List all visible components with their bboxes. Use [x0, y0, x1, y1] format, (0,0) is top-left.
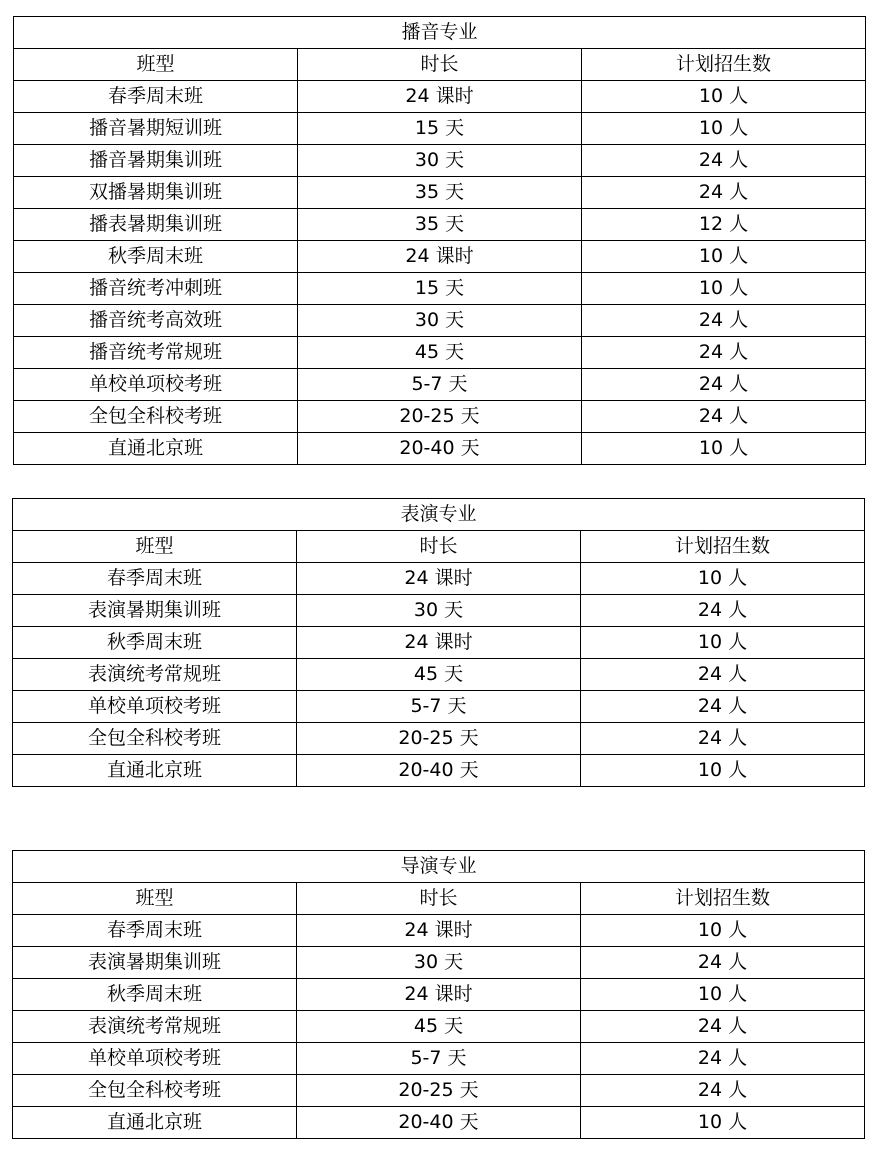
enrollment-cell: 24 人 — [582, 401, 866, 433]
duration-cell: 30 天 — [298, 305, 582, 337]
class-type-cell: 春季周末班 — [14, 81, 298, 113]
duration-cell: 15 天 — [298, 113, 582, 145]
duration-cell: 20-40 天 — [298, 433, 582, 465]
enrollment-cell: 10 人 — [582, 273, 866, 305]
enrollment-table — [12, 850, 865, 1139]
table-header-row — [14, 49, 866, 81]
duration-cell: 24 课时 — [297, 563, 581, 595]
enrollment-cell: 24 人 — [581, 1011, 865, 1043]
class-type-cell: 播音暑期集训班 — [14, 145, 298, 177]
enrollment-cell: 24 人 — [582, 177, 866, 209]
enrollment-cell: 24 人 — [582, 369, 866, 401]
enrollment-cell: 10 人 — [581, 755, 865, 787]
duration-cell: 20-40 天 — [297, 1107, 581, 1139]
table-header-row — [13, 883, 865, 915]
class-type-cell: 全包全科校考班 — [13, 723, 297, 755]
table-row — [13, 627, 865, 659]
table-title: 表演专业 — [13, 499, 865, 531]
enrollment-cell: 24 人 — [581, 1075, 865, 1107]
table-row — [13, 1107, 865, 1139]
class-type-cell: 直通北京班 — [13, 755, 297, 787]
class-type-cell: 春季周末班 — [13, 563, 297, 595]
class-type-cell: 秋季周末班 — [13, 979, 297, 1011]
column-header: 时长 — [298, 49, 582, 81]
table-row — [14, 145, 866, 177]
duration-cell: 5-7 天 — [298, 369, 582, 401]
table-title: 播音专业 — [14, 17, 866, 49]
enrollment-table — [12, 498, 865, 787]
table-row — [13, 947, 865, 979]
table-row — [14, 433, 866, 465]
column-header: 计划招生数 — [581, 531, 865, 563]
duration-cell: 20-40 天 — [297, 755, 581, 787]
enrollment-cell: 24 人 — [581, 595, 865, 627]
enrollment-cell: 24 人 — [581, 659, 865, 691]
enrollment-cell: 24 人 — [582, 305, 866, 337]
enrollment-cell: 10 人 — [581, 979, 865, 1011]
class-type-cell: 春季周末班 — [13, 915, 297, 947]
table-row — [13, 723, 865, 755]
table-row — [14, 337, 866, 369]
enrollment-cell: 10 人 — [582, 113, 866, 145]
enrollment-cell: 10 人 — [581, 563, 865, 595]
class-type-cell: 直通北京班 — [14, 433, 298, 465]
class-type-cell: 单校单项校考班 — [13, 1043, 297, 1075]
enrollment-cell: 24 人 — [581, 1043, 865, 1075]
enrollment-cell: 24 人 — [582, 337, 866, 369]
table-title: 导演专业 — [13, 851, 865, 883]
duration-cell: 20-25 天 — [298, 401, 582, 433]
enrollment-cell: 12 人 — [582, 209, 866, 241]
enrollment-cell: 24 人 — [582, 145, 866, 177]
column-header: 时长 — [297, 531, 581, 563]
table-row — [14, 113, 866, 145]
duration-cell: 24 课时 — [298, 81, 582, 113]
duration-cell: 24 课时 — [297, 915, 581, 947]
duration-cell: 30 天 — [297, 595, 581, 627]
duration-cell: 45 天 — [297, 659, 581, 691]
table-row — [13, 691, 865, 723]
class-type-cell: 全包全科校考班 — [13, 1075, 297, 1107]
table-row — [13, 755, 865, 787]
column-header: 班型 — [13, 531, 297, 563]
table-row — [14, 209, 866, 241]
table-row — [13, 979, 865, 1011]
table-row — [13, 915, 865, 947]
table-title-row — [13, 499, 865, 531]
enrollment-cell: 24 人 — [581, 723, 865, 755]
duration-cell: 20-25 天 — [297, 723, 581, 755]
column-header: 班型 — [13, 883, 297, 915]
class-type-cell: 全包全科校考班 — [14, 401, 298, 433]
class-type-cell: 秋季周末班 — [13, 627, 297, 659]
table-row — [13, 595, 865, 627]
class-type-cell: 播音统考高效班 — [14, 305, 298, 337]
enrollment-cell: 10 人 — [581, 915, 865, 947]
table-row — [13, 1075, 865, 1107]
table-title-row — [14, 17, 866, 49]
table-row — [14, 241, 866, 273]
enrollment-cell: 24 人 — [581, 947, 865, 979]
table-row — [14, 273, 866, 305]
table-row — [14, 177, 866, 209]
column-header: 时长 — [297, 883, 581, 915]
class-type-cell: 单校单项校考班 — [13, 691, 297, 723]
duration-cell: 45 天 — [298, 337, 582, 369]
class-type-cell: 表演统考常规班 — [13, 659, 297, 691]
duration-cell: 35 天 — [298, 177, 582, 209]
table-row — [13, 1011, 865, 1043]
duration-cell: 30 天 — [298, 145, 582, 177]
duration-cell: 24 课时 — [298, 241, 582, 273]
enrollment-cell: 10 人 — [582, 81, 866, 113]
enrollment-table — [13, 16, 866, 465]
enrollment-cell: 10 人 — [582, 433, 866, 465]
enrollment-cell: 10 人 — [581, 1107, 865, 1139]
duration-cell: 5-7 天 — [297, 691, 581, 723]
table-title-row — [13, 851, 865, 883]
column-header: 计划招生数 — [582, 49, 866, 81]
duration-cell: 15 天 — [298, 273, 582, 305]
class-type-cell: 表演统考常规班 — [13, 1011, 297, 1043]
table-row — [14, 401, 866, 433]
duration-cell: 5-7 天 — [297, 1043, 581, 1075]
table-row — [14, 81, 866, 113]
duration-cell: 35 天 — [298, 209, 582, 241]
class-type-cell: 播音暑期短训班 — [14, 113, 298, 145]
duration-cell: 45 天 — [297, 1011, 581, 1043]
class-type-cell: 单校单项校考班 — [14, 369, 298, 401]
column-header: 班型 — [14, 49, 298, 81]
enrollment-cell: 24 人 — [581, 691, 865, 723]
table-row — [14, 369, 866, 401]
class-type-cell: 表演暑期集训班 — [13, 595, 297, 627]
class-type-cell: 播音统考冲刺班 — [14, 273, 298, 305]
class-type-cell: 表演暑期集训班 — [13, 947, 297, 979]
class-type-cell: 直通北京班 — [13, 1107, 297, 1139]
table-row — [13, 563, 865, 595]
table-row — [13, 1043, 865, 1075]
column-header: 计划招生数 — [581, 883, 865, 915]
class-type-cell: 播表暑期集训班 — [14, 209, 298, 241]
duration-cell: 24 课时 — [297, 979, 581, 1011]
duration-cell: 24 课时 — [297, 627, 581, 659]
class-type-cell: 双播暑期集训班 — [14, 177, 298, 209]
table-row — [14, 305, 866, 337]
enrollment-cell: 10 人 — [581, 627, 865, 659]
class-type-cell: 播音统考常规班 — [14, 337, 298, 369]
duration-cell: 20-25 天 — [297, 1075, 581, 1107]
table-header-row — [13, 531, 865, 563]
enrollment-cell: 10 人 — [582, 241, 866, 273]
table-row — [13, 659, 865, 691]
class-type-cell: 秋季周末班 — [14, 241, 298, 273]
duration-cell: 30 天 — [297, 947, 581, 979]
